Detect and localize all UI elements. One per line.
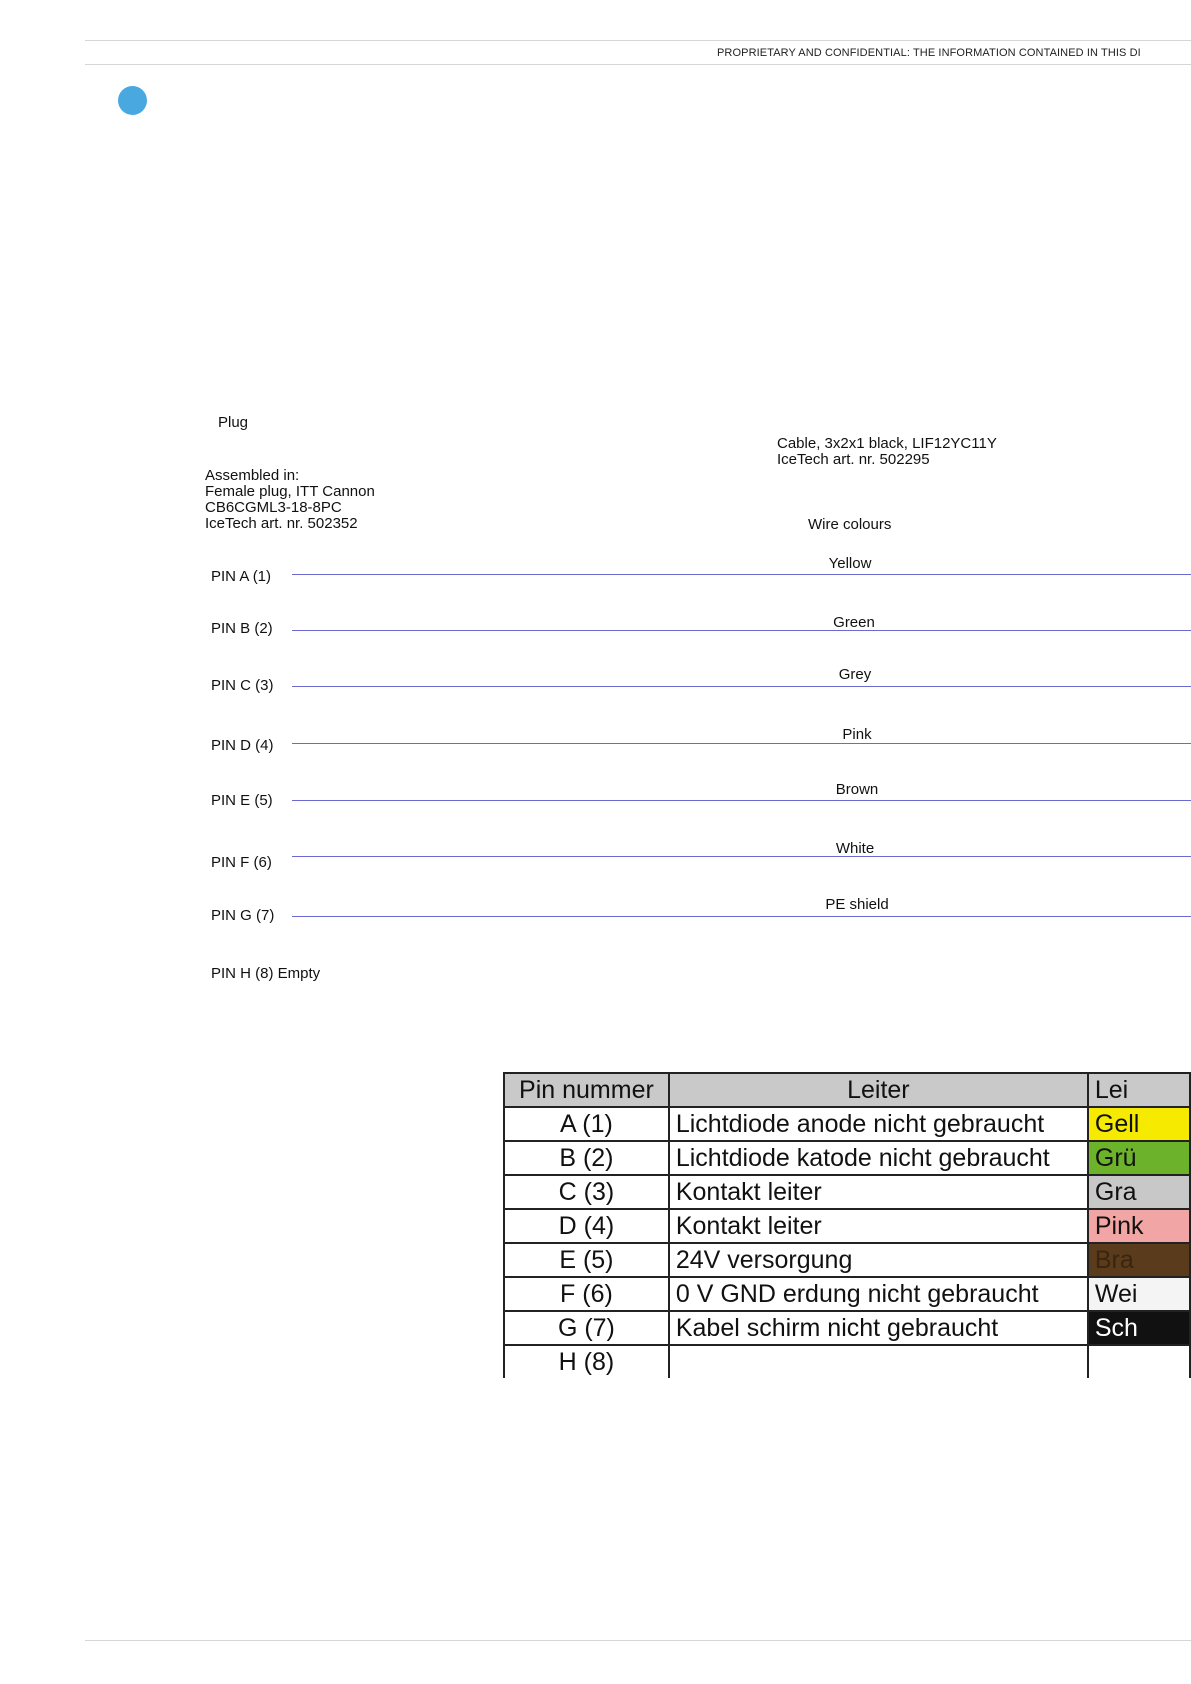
plug-line: Assembled in:: [205, 467, 300, 484]
wire-line: [292, 856, 1191, 857]
leiter-cell: 24V versorgung: [669, 1243, 1088, 1277]
footer-rule: [85, 1640, 1191, 1641]
leiter-cell: [669, 1345, 1088, 1378]
pin-cell: H (8): [504, 1345, 669, 1378]
pin-table-grid: [503, 1072, 1191, 1378]
leiter-cell: Lichtdiode anode nicht gebraucht: [669, 1107, 1088, 1141]
wire-colour-label: White: [835, 840, 875, 857]
plug-line: CB6CGML3-18-8PC: [205, 499, 342, 516]
table-row: [504, 1345, 1190, 1378]
wire-line: [292, 743, 1191, 744]
pin-cell: E (5): [504, 1243, 669, 1277]
column-header: Leiter: [669, 1073, 1088, 1107]
pin-cell: C (3): [504, 1175, 669, 1209]
wire-line: [292, 630, 1191, 631]
column-header: Lei: [1088, 1073, 1190, 1107]
header-rule-bottom: [85, 64, 1191, 65]
accent-dot-icon: [118, 86, 147, 115]
colour-cell: Bra: [1088, 1243, 1190, 1277]
pin-label: PIN D (4): [211, 737, 274, 754]
plug-title: Plug: [218, 414, 249, 431]
pin-cell: D (4): [504, 1209, 669, 1243]
pin-table-body: [504, 1107, 1190, 1378]
leiter-cell: Kontakt leiter: [669, 1209, 1088, 1243]
pin-table: [503, 1072, 1191, 1386]
pin-label: PIN B (2): [211, 620, 273, 637]
cable-info: [777, 436, 997, 468]
plug-line: IceTech art. nr. 502352: [205, 515, 358, 532]
cable-line: Cable, 3x2x1 black, LIF12YC11Y: [777, 435, 997, 452]
pin-label: PIN E (5): [211, 792, 273, 809]
pin-cell: A (1): [504, 1107, 669, 1141]
table-row: [504, 1209, 1190, 1243]
plug-line: Female plug, ITT Cannon: [205, 483, 375, 500]
colour-cell: [1088, 1345, 1190, 1378]
table-row: [504, 1243, 1190, 1277]
pin-label: PIN A (1): [211, 568, 272, 585]
pin-label: PIN C (3): [211, 677, 274, 694]
table-row: [504, 1175, 1190, 1209]
cable-line: IceTech art. nr. 502295: [777, 451, 930, 468]
colour-cell: Wei: [1088, 1277, 1190, 1311]
wire-line: [292, 916, 1191, 917]
table-row: [504, 1311, 1190, 1345]
table-row: [504, 1107, 1190, 1141]
confidential-notice: PROPRIETARY AND CONFIDENTIAL: THE INFORMATION CONTAINED IN THIS DI: [717, 47, 1141, 59]
colour-cell: Pink: [1088, 1209, 1190, 1243]
pin-h-empty: PIN H (8) Empty: [211, 965, 321, 982]
leiter-cell: 0 V GND erdung nicht gebraucht: [669, 1277, 1088, 1311]
wire-colour-label: Grey: [838, 666, 872, 683]
table-header-row: [504, 1073, 1190, 1107]
wire-line: [292, 686, 1191, 687]
wire-colour-label: Yellow: [828, 555, 872, 572]
table-row: [504, 1141, 1190, 1175]
wire-colour-label: Green: [833, 614, 875, 631]
wire-colours-heading: Wire colours: [808, 516, 892, 533]
pin-cell: B (2): [504, 1141, 669, 1175]
leiter-cell: Kabel schirm nicht gebraucht: [669, 1311, 1088, 1345]
pin-label: PIN G (7): [211, 907, 275, 924]
plug-assembly-info: [205, 468, 375, 532]
colour-cell: Gra: [1088, 1175, 1190, 1209]
table-row: [504, 1277, 1190, 1311]
colour-cell: Gell: [1088, 1107, 1190, 1141]
leiter-cell: Kontakt leiter: [669, 1175, 1088, 1209]
pin-label: PIN F (6): [211, 854, 272, 871]
wire-colour-label: Brown: [835, 781, 879, 798]
leiter-cell: Lichtdiode katode nicht gebraucht: [669, 1141, 1088, 1175]
header-rule-top: [85, 40, 1191, 41]
pin-cell: G (7): [504, 1311, 669, 1345]
colour-cell: Grü: [1088, 1141, 1190, 1175]
colour-cell: Sch: [1088, 1311, 1190, 1345]
wire-line: [292, 800, 1191, 801]
column-header: Pin nummer: [504, 1073, 669, 1107]
pin-cell: F (6): [504, 1277, 669, 1311]
wire-colour-label: Pink: [842, 726, 872, 743]
wire-colour-label: PE shield: [825, 896, 889, 913]
wire-line: [292, 574, 1191, 575]
